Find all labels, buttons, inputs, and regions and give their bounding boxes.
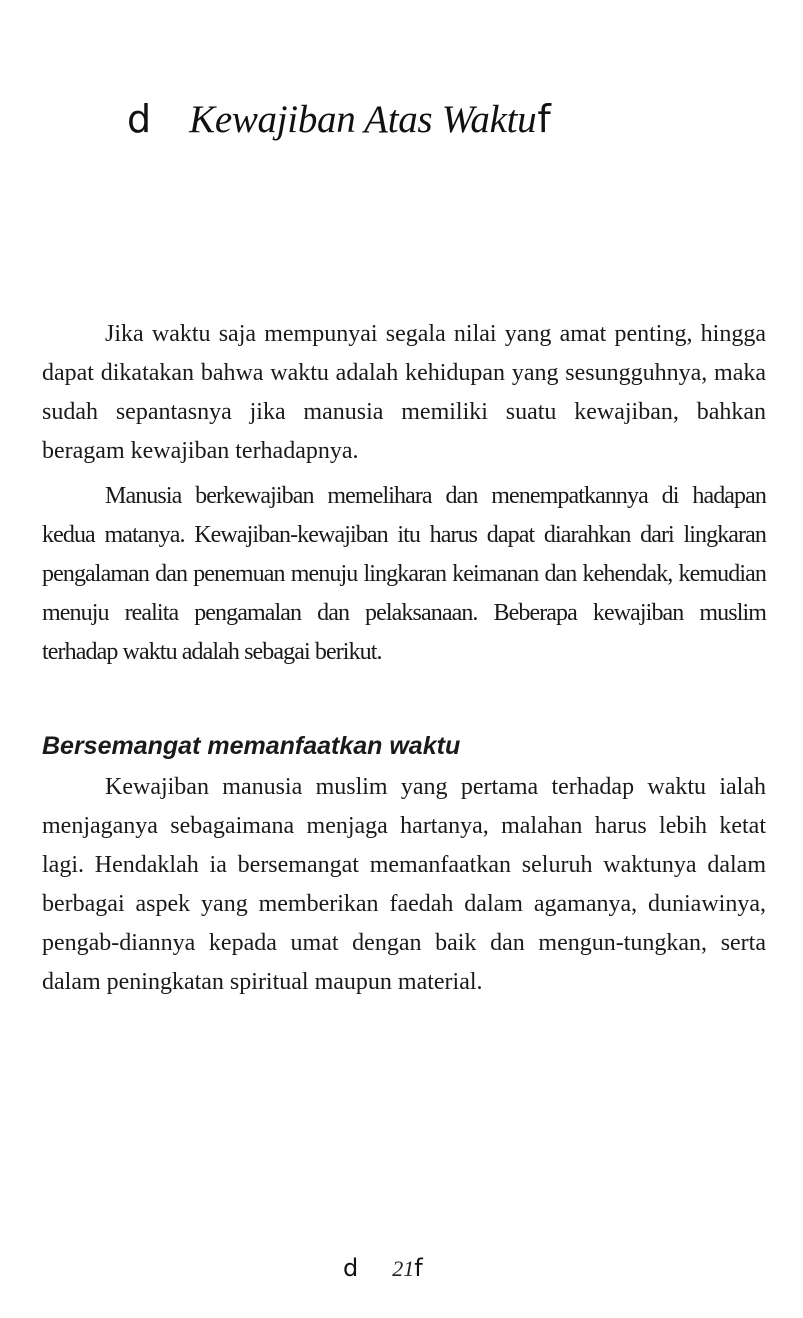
body-paragraph: Jika waktu saja mempunyai segala nilai yang amat penting, hingga dapat dikatakan bahwa waktu adalah kehidupan yang sesungguhnya, maka sudah sepantasnya jika manusia memiliki suatu kewajiban, bahkan beragam kewajiban terhadapnya.	[42, 321, 766, 464]
section-paragraph: Kewajiban manusia muslim yang pertama terhadap waktu ialah menjaganya sebagaimana menjaga hartanya, malahan harus lebih ketat lagi. Hendaklah ia bersemangat memanfaatkan seluruh waktunya dalam berbagai aspek yang memberikan faedah dalam agamanya, duniawinya, pengab-diannya kepada umat dengan baik dan mengun-tungkan, serta dalam peningkatan spiritual maupun material.	[42, 774, 766, 995]
ornament-left-glyph: d	[127, 97, 152, 141]
footer-ornament-left-glyph: d	[343, 1254, 359, 1282]
section-heading: Bersemangat memanfaatkan waktu	[42, 732, 461, 760]
ornament-right-glyph: f	[537, 97, 551, 141]
body-paragraph: Manusia berkewajiban memelihara dan menempatkannya di hadapan kedua matanya. Kewajiban-kewajiban itu harus dapat diarahkan dari lingkaran pengalaman dan penemuan menuju lingkaran keimanan dan kehendak, kemudian menuju realita pengamalan dan pelaksanaan. Beberapa kewajiban muslim terhadap waktu adalah sebagai berikut.	[42, 483, 766, 665]
page-body	[42, 315, 766, 1008]
chapter-title: Kewajiban Atas Waktu	[189, 98, 537, 141]
page-footer	[343, 1256, 423, 1282]
chapter-header	[127, 97, 687, 150]
footer-ornament-right-glyph: f	[414, 1254, 423, 1282]
page-number: 21	[392, 1256, 415, 1281]
